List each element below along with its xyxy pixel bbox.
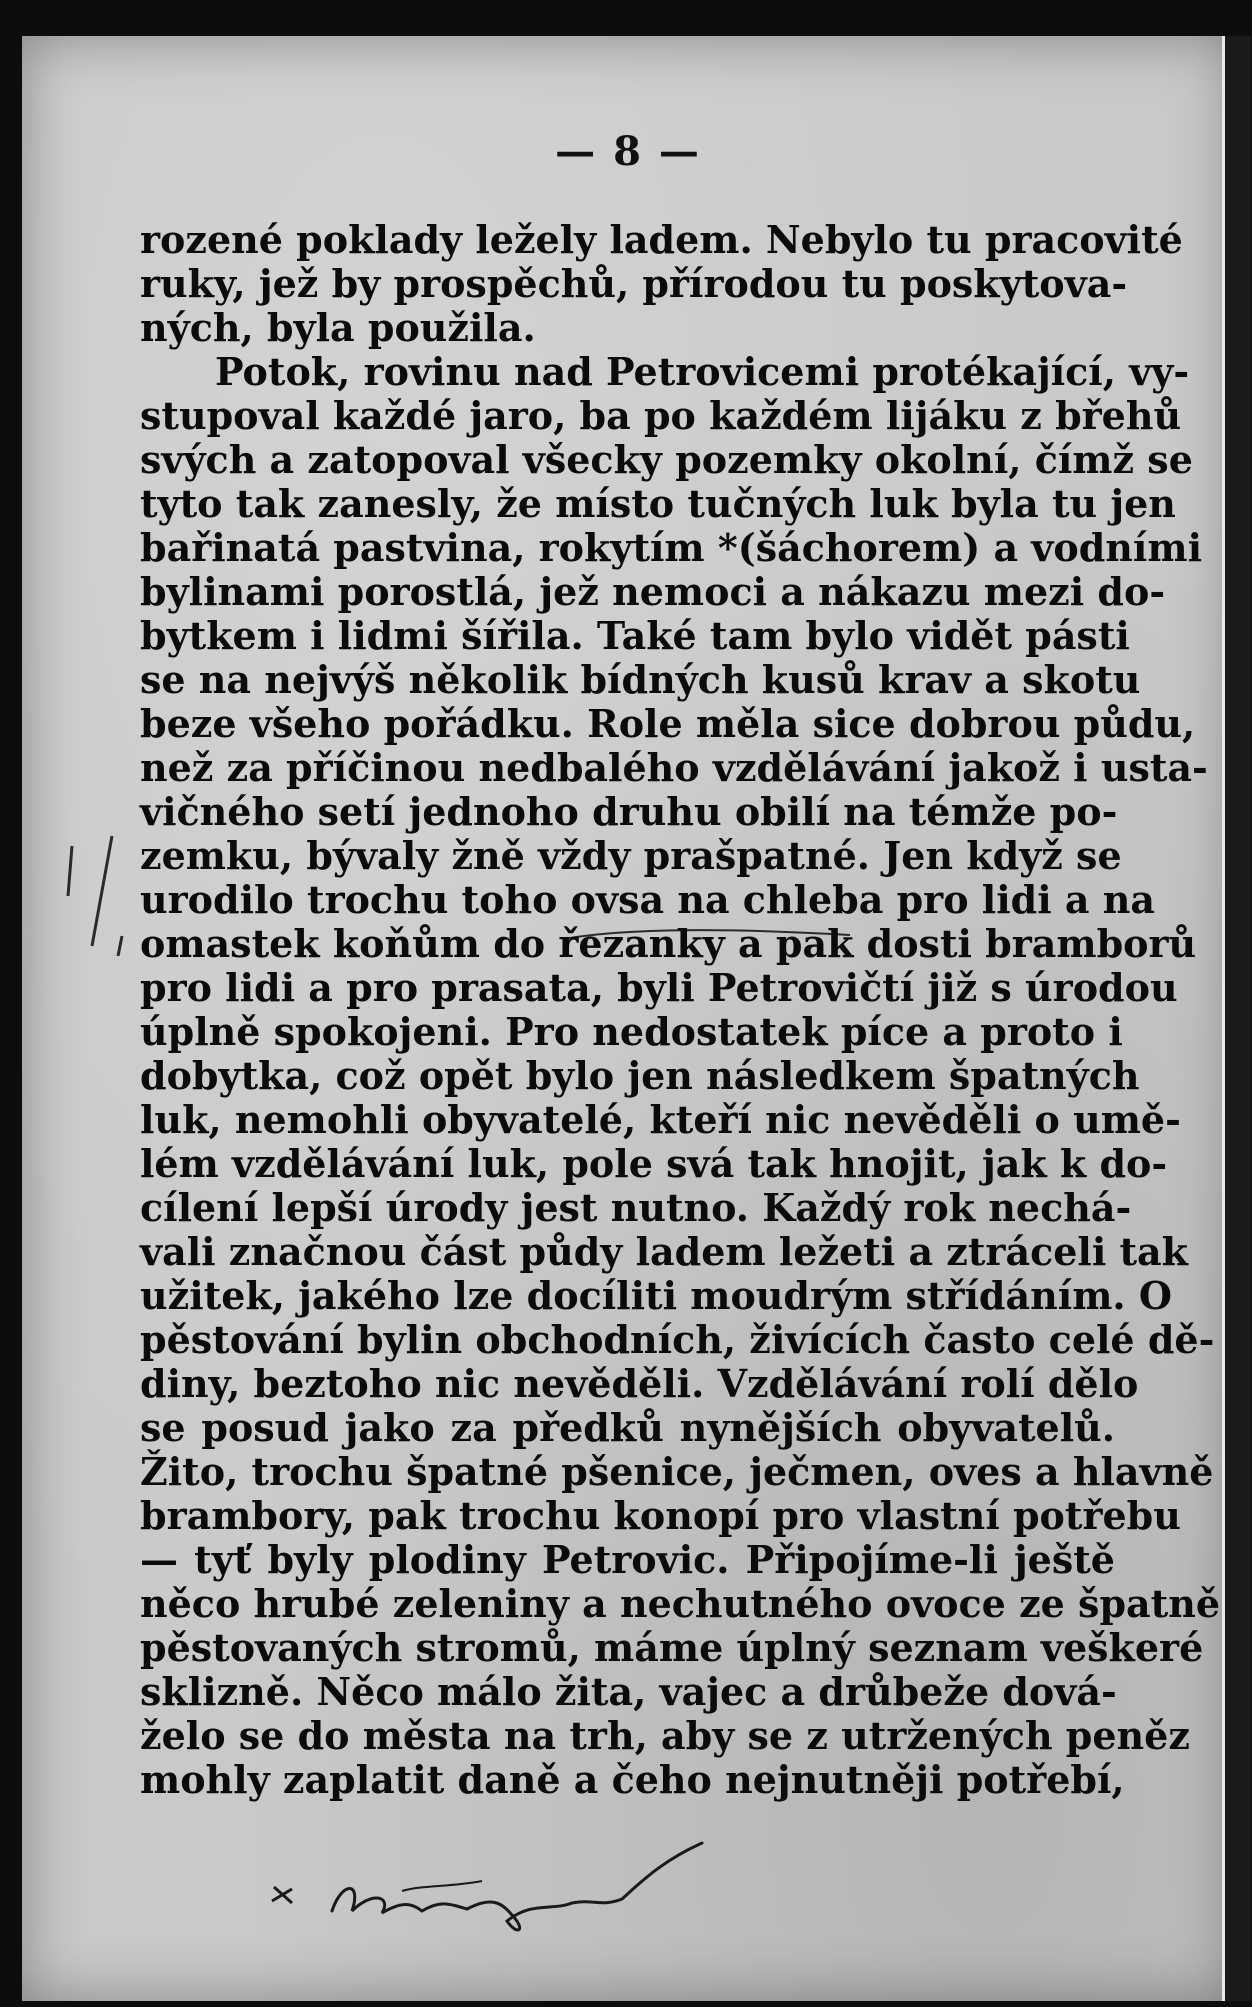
text-line: — tyť byly plodiny Petrovic. Připojíme-li ještě xyxy=(140,1537,1115,1582)
text-line: lém vzdělávání luk, pole svá tak hnojit, jak k do- xyxy=(140,1141,1168,1186)
text-line: rozené poklady ležely ladem. Nebylo tu pracovité xyxy=(140,217,1183,262)
text-line: sklizně. Něco málo žita, vajec a drůbeže dová- xyxy=(140,1669,1117,1714)
text-line: pěstování bylin obchodních, živících často celé dě- xyxy=(140,1317,1215,1362)
pencil-marginal-mark xyxy=(52,826,142,956)
text-line: brambory, pak trochu konopí pro vlastní potřebu xyxy=(140,1493,1181,1538)
text-line: užitek, jakého lze docíliti moudrým střídáním. O xyxy=(140,1273,1172,1318)
text-line: beze všeho pořádku. Role měla sice dobrou půdu, xyxy=(140,701,1196,746)
text-line: ných, byla použila. xyxy=(140,305,536,350)
text-line: želo se do města na trh, aby se z utržených peněz xyxy=(140,1713,1190,1758)
text-line: cílení lepší úrody jest nutno. Každý rok nechá- xyxy=(140,1185,1132,1230)
text-line: dobytka, což opět bylo jen následkem špatných xyxy=(140,1053,1140,1098)
text-line: vičného setí jednoho druhu obilí na témže po- xyxy=(140,789,1118,834)
text-line: omastek koňům do řezanky a pak dosti bramborů xyxy=(140,921,1197,966)
handwritten-signature xyxy=(252,1841,712,1941)
book-spine-edge xyxy=(1222,36,1251,2001)
body-text xyxy=(140,217,1220,1802)
scanned-page xyxy=(22,36,1234,2001)
text-line: bytkem i lidmi šířila. Také tam bylo vidět pásti xyxy=(140,613,1130,658)
text-line: bařinatá pastvina, rokytím *(šáchorem) a vodními xyxy=(140,525,1203,570)
text-line: mohly zaplatit daně a čeho nejnutněji potřebí, xyxy=(140,1757,1125,1802)
text-line: vali značnou část půdy ladem ležeti a ztráceli tak xyxy=(140,1229,1188,1274)
text-line: ruky, jež by prospěchů, přírodou tu poskytova- xyxy=(140,261,1128,306)
text-line: pěstovaných stromů, máme úplný seznam veškeré xyxy=(140,1625,1204,1670)
text-line: luk, nemohli obyvatelé, kteří nic nevěděli o umě- xyxy=(140,1097,1181,1142)
text-line: svých a zatopoval všecky pozemky okolní, čímž se xyxy=(140,437,1193,482)
text-line: urodilo trochu toho ovsa na chleba pro lidi a na xyxy=(140,877,1155,922)
text-line: něco hrubé zeleniny a nechutného ovoce ze špatně xyxy=(140,1581,1220,1626)
text-line: než za příčinou nedbalého vzdělávání jakož i usta- xyxy=(140,745,1208,790)
text-line: diny, beztoho nic nevěděli. Vzdělávání rolí dělo xyxy=(140,1361,1139,1406)
text-line: pro lidi a pro prasata, byli Petrovičtí již s úrodou xyxy=(140,965,1178,1010)
text-line: se posud jako za předků nynějších obyvatelů. xyxy=(140,1405,1115,1450)
text-line: úplně spokojeni. Pro nedostatek píce a proto i xyxy=(140,1009,1123,1054)
text-line: bylinami porostlá, jež nemoci a nákazu mezi do- xyxy=(140,569,1166,614)
text-line: zemku, bývaly žně vždy prašpatné. Jen když se xyxy=(140,833,1122,878)
text-line: tyto tak zanesly, že místo tučných luk byla tu jen xyxy=(140,481,1176,526)
text-line: Žito, trochu špatné pšenice, ječmen, oves a hlavně xyxy=(140,1449,1214,1494)
page-number: — 8 — xyxy=(555,128,701,175)
text-line: se na nejvýš několik bídných kusů krav a skotu xyxy=(140,657,1141,702)
text-line: Potok, rovinu nad Petrovicemi protékající, vy- xyxy=(215,349,1190,394)
text-line: stupoval každé jaro, ba po každém lijáku z břehů xyxy=(140,393,1182,438)
